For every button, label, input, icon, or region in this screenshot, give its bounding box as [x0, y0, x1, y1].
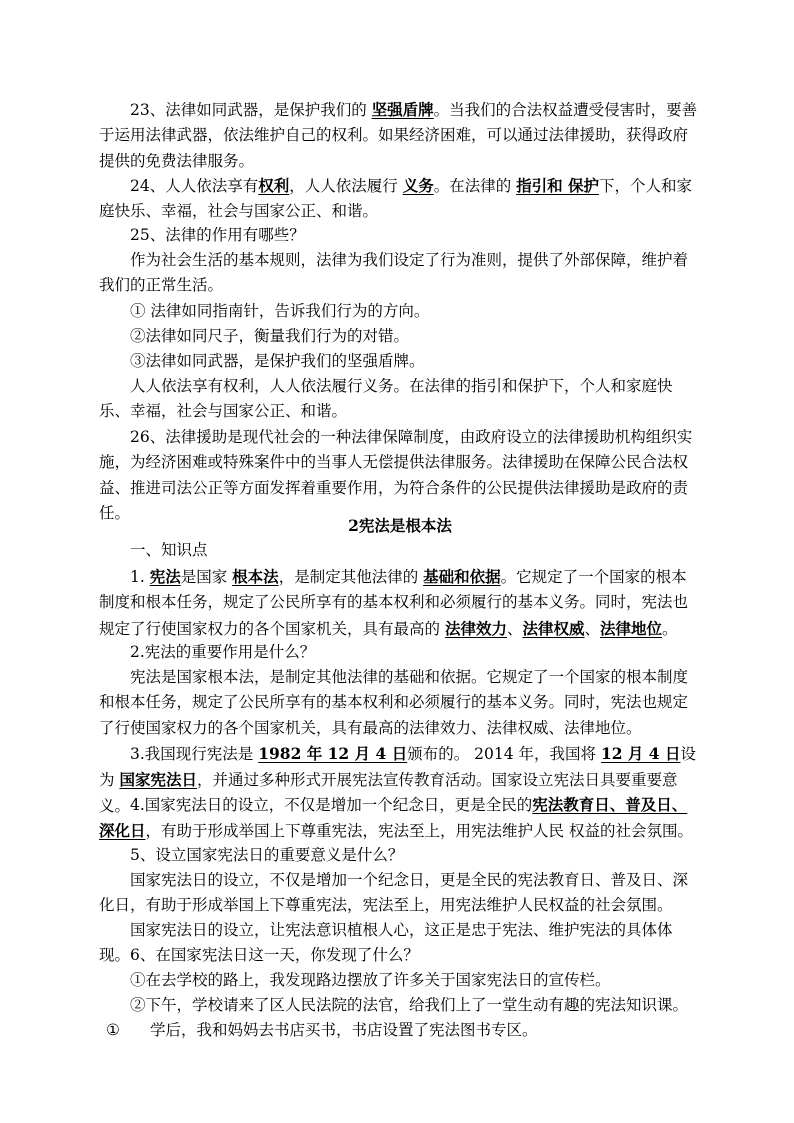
- text: 、: [584, 619, 600, 638]
- key-term: 1982 年 12 月 4 日: [258, 744, 408, 763]
- text: ，人人依法履行: [289, 177, 403, 195]
- key-term: 法律权威: [522, 618, 585, 638]
- knowledge-point-4: [99, 792, 701, 845]
- text: 颁布的。 2014 年，我国将: [407, 745, 601, 763]
- key-term: 根本法: [232, 567, 279, 586]
- text: 。当我们的合法权益遭受侵害时，要善于运用法律武器，依法维护自己的权利。如果经济困难，可以通过法律援助，获得政府提供的免费法律服务。: [99, 101, 698, 170]
- knowledge-answer-6-item-3: 学后，我和妈妈去书店买书，书店设置了宪法图书专区。: [150, 1021, 538, 1039]
- knowledge-question-6: 6、在国家宪法日这一天，你发现了什么？: [130, 946, 419, 964]
- key-term: 权利: [258, 176, 290, 195]
- paragraph-26: 26、法律援助是现代社会的一种法律保障制度，由政府设立的法律援助机构组织实施，为经济困难或特殊案件中的当事人无偿提供法律服务。法律援助在保障公民合法权益、推进司法公正等方面发挥着重要作用，为符合条件的公民提供法律援助是政府的责任。: [99, 428, 693, 522]
- list-number: ①: [106, 1021, 120, 1039]
- text: ，有助于形成举国上下尊重宪法，宪法至上，用宪法维护人民 权益的社会氛围。: [145, 822, 693, 841]
- question-25: 25、法律的作用有哪些？: [130, 226, 305, 244]
- section-title: 2宪法是根本法: [348, 516, 452, 535]
- text: 1.: [130, 568, 150, 586]
- key-term: 法律地位: [600, 618, 663, 638]
- text: 。它规定了一个国家的根本制度和根本任务，规定了公民所享有的基本权利和必须履行的基本义务。同时，宪法也规定了行使国家权力的各个国家机关，具有最高的: [99, 568, 689, 638]
- text: 。在法律的: [433, 177, 517, 195]
- key-term: 义务: [402, 176, 434, 195]
- answer-25-item-2: ②法律如同尺子，衡量我们行为的对错。: [130, 327, 410, 345]
- section-subtitle: 一、知识点: [130, 541, 208, 559]
- knowledge-point-1: [99, 564, 701, 642]
- text: 、: [506, 619, 523, 638]
- text: 设为: [99, 745, 696, 790]
- text: 。: [662, 619, 678, 638]
- key-term: 宪法教育日、普及日、深化日: [99, 795, 688, 841]
- key-term: 宪法: [149, 567, 181, 586]
- paragraph-24: [99, 173, 701, 225]
- knowledge-answer-5-extra: 国家宪法日的设立，让宪法意识植根人心，这正是忠于宪法、维护宪法的具体体现。: [99, 921, 673, 965]
- text: 下，个人和家庭快乐、幸福，社会与国家公正、和谐。: [99, 177, 693, 221]
- text: ，是制定其他法律的: [278, 568, 424, 586]
- answer-25-item-3: ③法律如同武器，是保护我们的坚强盾牌。: [130, 352, 425, 370]
- text: 是国家: [180, 568, 233, 586]
- key-term: 坚强盾牌: [371, 100, 434, 119]
- text: 24、人人依法享有: [130, 177, 259, 195]
- paragraph-23: [99, 97, 701, 174]
- key-term: 国家宪法日: [119, 770, 197, 790]
- key-term: 法律效力: [444, 618, 507, 638]
- key-term: 12 月 4 日: [600, 744, 681, 763]
- knowledge-answer-6-item-1: ①在去学校的路上，我发现路边摆放了许多关于国家宪法日的宣传栏。: [130, 971, 611, 989]
- text: 23、法律如同武器，是保护我们的: [130, 101, 372, 119]
- knowledge-answer-2: 宪法是国家根本法，是制定其他法律的基础和依据。它规定了一个国家的根本制度和根本任务，规定了公民所享有的基本权利和必须履行的基本义务。同时，宪法也规定了行使国家权力的各个国家机关，具有最高的法律效力、法律权威、法律地位。: [99, 668, 689, 737]
- text: ，并通过多种形式开展宪法宣传教育活动。国家设立宪法日具要重要意义。: [99, 771, 678, 815]
- knowledge-answer-5: 国家宪法日的设立，不仅是增加一个纪念日，更是全民的宪法教育日、普及日、深化日，有助于形成举国上下尊重宪法，宪法至上，用宪法维护人民权益的社会氛围。: [99, 871, 689, 915]
- text: 3.我国现行宪法是: [130, 745, 259, 763]
- knowledge-answer-6-item-2: ②下午，学校请来了区人民法院的法官，给我们上了一堂生动有趣的宪法知识课。: [130, 996, 689, 1014]
- key-term: 指引和 保护: [516, 176, 600, 195]
- knowledge-question-5: 5、设立国家宪法日的重要意义是什么？: [130, 846, 404, 864]
- answer-25-summary: 人人依法享有权利，人人依法履行义务。在法律的指引和保护下，个人和家庭快乐、幸福，社会与国家公正、和谐。: [99, 377, 673, 421]
- answer-25-item-1: ① 法律如同指南针，告诉我们行为的方向。: [130, 302, 430, 320]
- knowledge-question-2: 2.宪法的重要作用是什么？: [130, 643, 316, 661]
- key-term: 基础和依据: [423, 567, 501, 586]
- answer-25: 作为社会生活的基本规则，法律为我们设定了行为准则，提供了外部保障，维护着我们的正常生活。: [99, 251, 689, 295]
- text: 4.国家宪法日的设立，不仅是增加一个纪念日，更是全民的: [130, 796, 533, 814]
